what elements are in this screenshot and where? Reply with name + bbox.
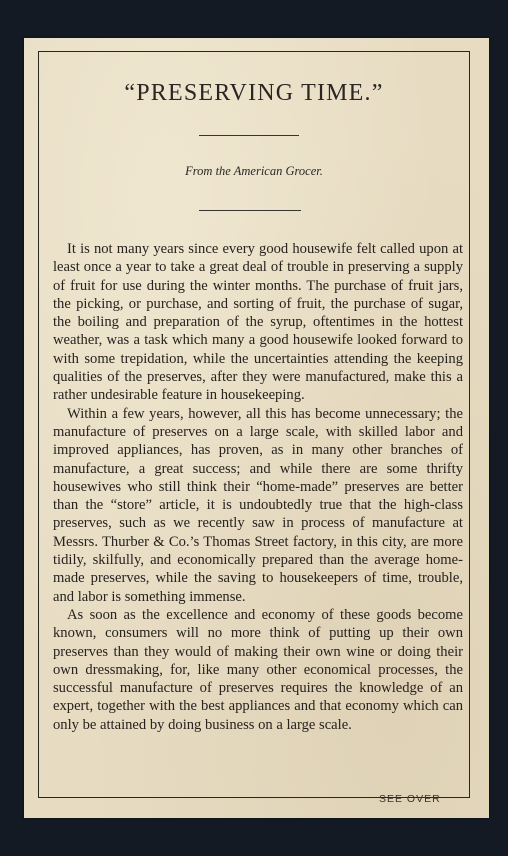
article-body (53, 240, 463, 734)
see-over-label: SEE OVER (379, 793, 441, 805)
source-attribution: From the American Grocer. (185, 164, 323, 178)
paragraph-1: It is not many years since every good housewife felt called upon at least once a year to take a great deal of trouble in preserving a supply of fruit for use during the winter months. The purchase of fruit jars, the picking, or purchase, and sorting of fruit, the purchase of sugar, the boiling and preparation of the syrup, oftentimes in the hottest weather, was a task which many a good housewife looked forward to with some trepidation, while the uncertainties attending the keeping qualities of the preserves, after they were manufactured, make this a rather undesirable feature in housekeeping. (53, 241, 463, 404)
paragraph-2: Within a few years, however, all this has become unnecessary; the manufacture of preserves on a large scale, with skilled labor and improved appliances, has proven, as in many other branches of manufacture, a great success; and while there are some thrifty housewives who still think their “home-made” preserves are better than the “store” article, it is undoubtedly true that the high-class preserves, such as we recently saw in process of manufacture at Messrs. Thurber & Co.’s Thomas Street factory, in this city, are more tidily, skilfully, and economically prepared than the average home-made preserves, while the saving to housekeepers of time, trouble, and labor is something immense. (53, 405, 463, 605)
title-divider (199, 135, 299, 136)
page-title: “PRESERVING TIME.” (124, 80, 384, 106)
source-divider (199, 210, 301, 211)
paragraph-3: As soon as the excellence and economy of these goods become known, consumers will no more think of putting up their own preserves than they would of making their own wine or doing their own dressmaking, for, like many other economical processes, the successful manufacture of preserves requires the knowledge of an expert, together with the best appliances and that economy which can only be attained by doing business on a large scale. (53, 606, 463, 733)
